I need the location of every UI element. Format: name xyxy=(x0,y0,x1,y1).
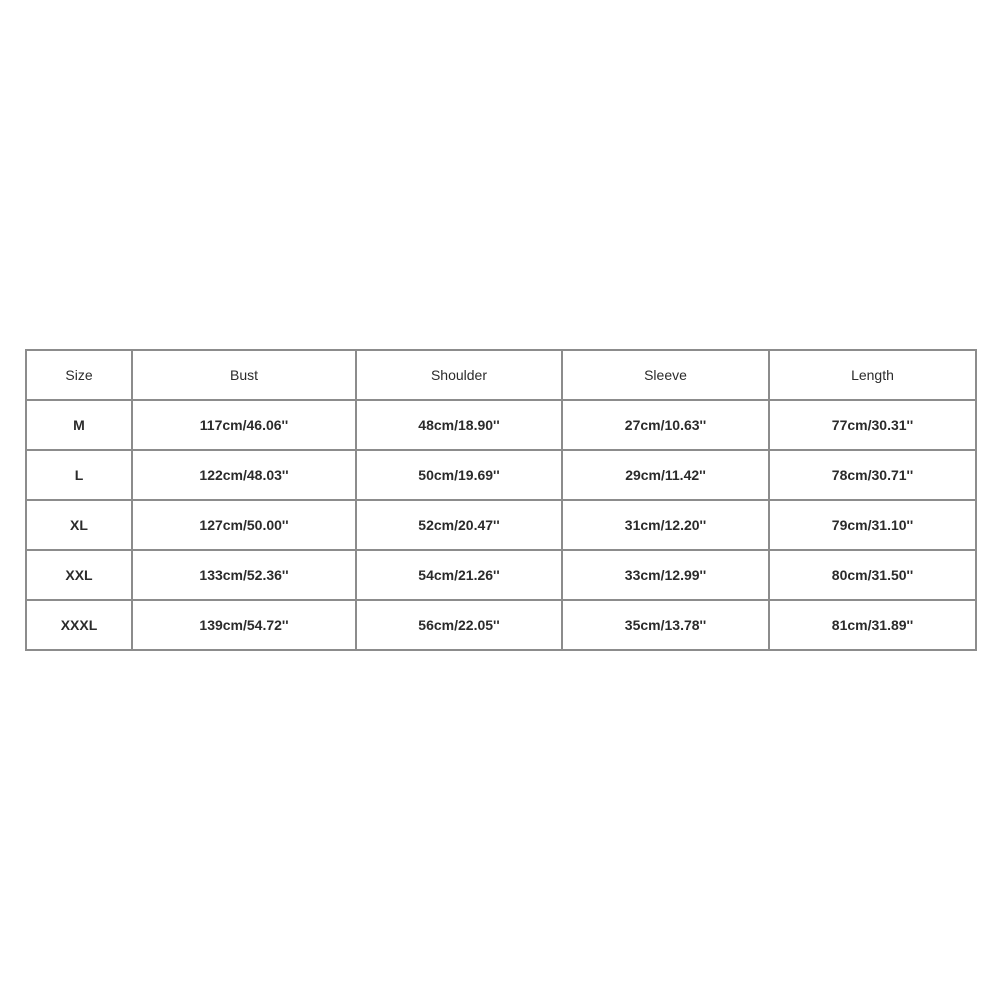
length-cell: 78cm/30.71'' xyxy=(769,450,976,500)
table-row xyxy=(26,450,976,500)
header-sleeve: Sleeve xyxy=(562,350,769,400)
bust-cell: 117cm/46.06'' xyxy=(132,400,356,450)
size-cell: XL xyxy=(26,500,132,550)
table-row xyxy=(26,550,976,600)
length-cell: 79cm/31.10'' xyxy=(769,500,976,550)
table-row xyxy=(26,400,976,450)
sleeve-cell: 31cm/12.20'' xyxy=(562,500,769,550)
sleeve-cell: 35cm/13.78'' xyxy=(562,600,769,650)
table-row xyxy=(26,600,976,650)
bust-cell: 133cm/52.36'' xyxy=(132,550,356,600)
bust-cell: 122cm/48.03'' xyxy=(132,450,356,500)
table-header-row xyxy=(26,350,976,400)
shoulder-cell: 56cm/22.05'' xyxy=(356,600,562,650)
sleeve-cell: 29cm/11.42'' xyxy=(562,450,769,500)
shoulder-cell: 48cm/18.90'' xyxy=(356,400,562,450)
length-cell: 80cm/31.50'' xyxy=(769,550,976,600)
bust-cell: 139cm/54.72'' xyxy=(132,600,356,650)
size-chart-table xyxy=(25,349,977,651)
bust-cell: 127cm/50.00'' xyxy=(132,500,356,550)
header-shoulder: Shoulder xyxy=(356,350,562,400)
size-cell: L xyxy=(26,450,132,500)
header-size: Size xyxy=(26,350,132,400)
size-cell: XXXL xyxy=(26,600,132,650)
length-cell: 77cm/30.31'' xyxy=(769,400,976,450)
size-cell: M xyxy=(26,400,132,450)
size-cell: XXL xyxy=(26,550,132,600)
shoulder-cell: 52cm/20.47'' xyxy=(356,500,562,550)
length-cell: 81cm/31.89'' xyxy=(769,600,976,650)
table-row xyxy=(26,500,976,550)
header-bust: Bust xyxy=(132,350,356,400)
header-length: Length xyxy=(769,350,976,400)
shoulder-cell: 54cm/21.26'' xyxy=(356,550,562,600)
shoulder-cell: 50cm/19.69'' xyxy=(356,450,562,500)
sleeve-cell: 33cm/12.99'' xyxy=(562,550,769,600)
sleeve-cell: 27cm/10.63'' xyxy=(562,400,769,450)
